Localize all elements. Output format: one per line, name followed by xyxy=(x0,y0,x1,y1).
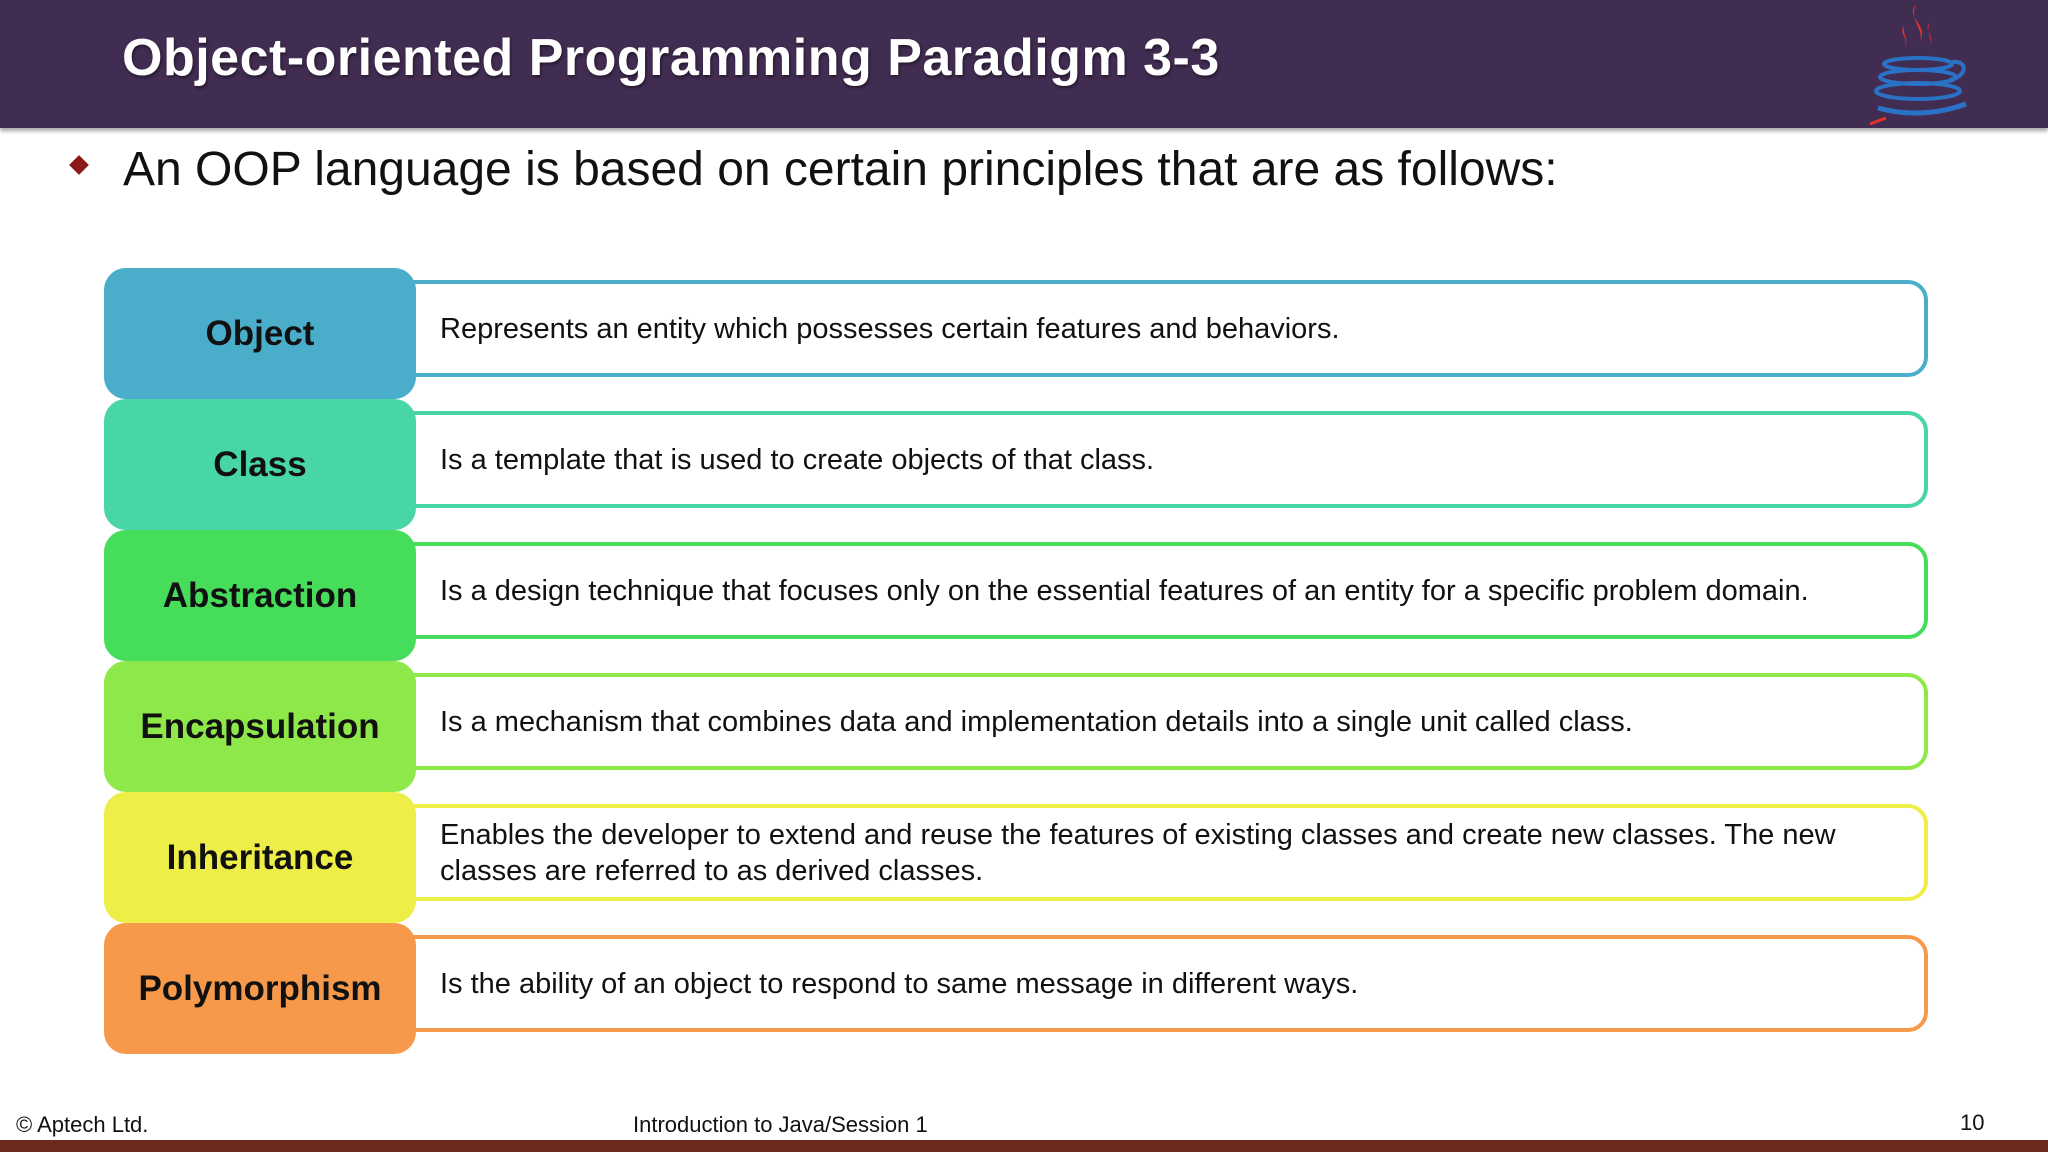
principle-term: Inheritance xyxy=(104,792,416,923)
principle-description: Is a mechanism that combines data and implementation details into a single unit called class. xyxy=(394,673,1928,770)
principle-row xyxy=(104,530,1928,661)
page-number: 10 xyxy=(1960,1110,1985,1135)
principle-description: Is a design technique that focuses only on the essential features of an entity for a specific problem domain. xyxy=(394,542,1928,639)
principle-term: Polymorphism xyxy=(104,923,416,1054)
principle-description: Enables the developer to extend and reuse the features of existing classes and create new classes. The new classes are referred to as derived classes. xyxy=(394,804,1928,901)
principle-description: Represents an entity which possesses certain features and behaviors. xyxy=(394,280,1928,377)
intro-text: An OOP language is based on certain principles that are as follows: xyxy=(123,143,1558,196)
footer-session: Introduction to Java/Session 1 xyxy=(633,1112,928,1137)
principle-term: Class xyxy=(104,399,416,530)
principle-term: Object xyxy=(104,268,416,399)
java-coffee-cup-icon xyxy=(1858,0,1986,128)
principle-description: Is the ability of an object to respond to same message in different ways. xyxy=(394,935,1928,1032)
principle-row xyxy=(104,268,1928,399)
principle-row xyxy=(104,399,1928,530)
footer-copyright: © Aptech Ltd. xyxy=(16,1112,149,1137)
principles-list xyxy=(104,268,1928,1054)
diamond-bullet-icon xyxy=(69,155,89,175)
principle-row xyxy=(104,923,1928,1054)
principle-term: Encapsulation xyxy=(104,661,416,792)
footer-bar xyxy=(0,1140,2048,1152)
principle-row xyxy=(104,792,1928,923)
principle-row xyxy=(104,661,1928,792)
principle-description: Is a template that is used to create objects of that class. xyxy=(394,411,1928,508)
slide-header xyxy=(0,0,2048,128)
slide-title: Object-oriented Programming Paradigm 3-3 xyxy=(122,29,1220,87)
principle-term: Abstraction xyxy=(104,530,416,661)
